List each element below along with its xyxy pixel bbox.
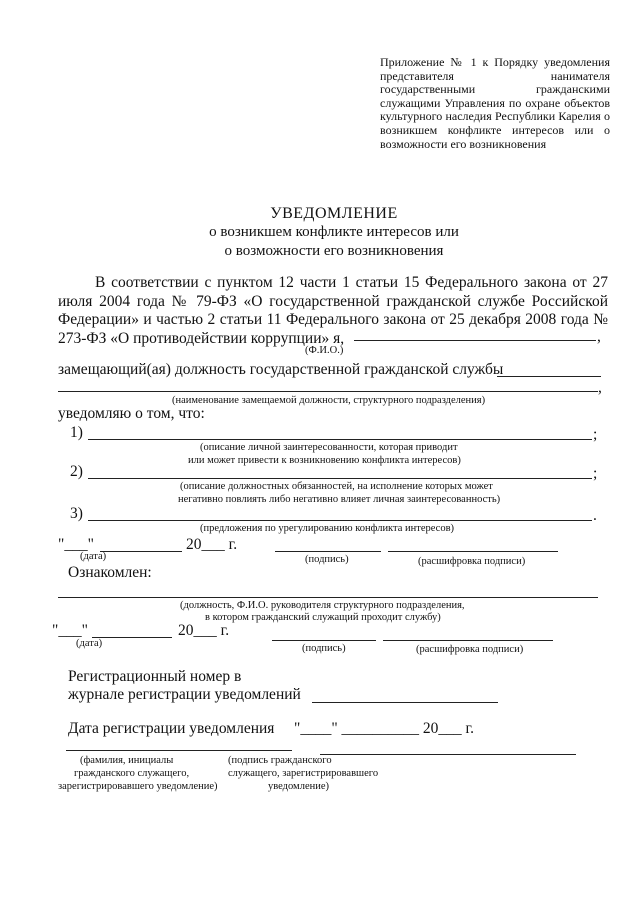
reg-date-label: Дата регистрации уведомления [68,720,275,737]
sign-year: 20___ г. [186,536,238,553]
position-field-line-1 [497,376,601,377]
sign-signature-line [275,551,381,552]
item-3-hint: (предложения по урегулированию конфликта интересов) [200,523,455,534]
registrar-signature-line [320,754,576,755]
manager-hint-2: в котором гражданский служащий проходит службу) [205,612,441,623]
sign-decode-line [388,551,558,552]
item-3-number: 3) [70,505,83,522]
sign-signature-hint: (подпись) [305,554,349,565]
reg-number-label-2: журнале регистрации уведомлений [68,686,301,703]
registrar-hint-2-line-1: (подпись гражданского [228,755,332,766]
reg-number-label-1: Регистрационный номер в [68,668,242,685]
item-2-line [88,478,592,479]
manager-year: 20___ г. [178,622,230,639]
item-3-line [88,520,592,521]
intro-paragraph: В соответствии с пунктом 12 части 1 статьи 15 Федерального закона от 27 июля 2004 года № 79-ФЗ «О государственной гражданской службе Российской Федерации» и частью 2 статьи 11 Федерального закона от 25 декабря 2008 года № 273-ФЗ «О противодействии коррупции» я, [58,274,608,347]
comma: , [597,328,601,345]
sign-date-hint: (дата) [80,551,107,562]
item-1-hint-2: или может привести к возникновению конфликта интересов) [188,455,461,466]
registrar-name-line [66,750,292,751]
registrar-hint-1-line-1: (фамилия, инициалы [80,755,174,766]
manager-date-quote: "___" [52,622,88,639]
registrar-hint-2-line-2: служащего, зарегистрировавшего [228,768,379,779]
fio-hint: (Ф.И.О.) [305,345,344,356]
item-2-hint-1: (описание должностных обязанностей, на исполнение которых может [180,481,493,492]
appendix-note: Приложение № 1 к Порядку уведомления представителя нанимателя государственными гражданскими служащими Управления по охране объектов культурного наследия Республики Карелия о возникшем конфликте интересов или о возможности его возникновения [380,55,610,151]
item-1-number: 1) [70,424,83,441]
item-1-hint-1: (описание личной заинтересованности, которая приводит [200,442,458,453]
manager-decode-hint: (расшифровка подписи) [416,644,524,655]
reg-date-value: "____" __________ 20___ г. [294,720,475,737]
sign-decode-hint: (расшифровка подписи) [418,556,526,567]
manager-decode-line [383,640,553,641]
position-hint: (наименование замещаемой должности, структурного подразделения) [172,395,486,406]
registrar-hint-1-line-2: гражданского служащего, [74,768,190,779]
document-subtitle-line-2: о возможности его возникновения [224,243,444,259]
document-subtitle-line-1: о возникшем конфликте интересов или [209,224,459,240]
item-3-end: . [593,507,597,524]
item-2-number: 2) [70,463,83,480]
manager-hint-1: (должность, Ф.И.О. руководителя структурного подразделения, [180,600,465,611]
item-2-hint-2: негативно повлиять либо негативно влияет личная заинтересованность) [178,494,501,505]
registrar-hint-1-line-3: зарегистрировавшего уведомление) [58,781,218,792]
reg-number-line [312,702,498,703]
item-1-end: ; [593,426,598,443]
sign-date-month-line [100,551,182,552]
manager-date-hint: (дата) [76,638,103,649]
notify-label: уведомляю о том, что: [58,405,205,422]
fio-field-line [354,340,596,341]
manager-line [58,597,598,598]
registrar-hint-2-line-3: уведомление) [268,781,330,792]
sign-date-quote: "___" [58,536,94,553]
item-2-end: ; [593,465,598,482]
position-label: замещающий(ая) должность государственной гражданской службы [58,361,504,378]
acknowledged-label: Ознакомлен: [68,564,152,581]
manager-date-month-line [92,637,172,638]
manager-signature-line [272,640,376,641]
manager-signature-hint: (подпись) [302,643,346,654]
position-field-line-2 [58,391,598,392]
document-title: УВЕДОМЛЕНИЕ [270,205,398,222]
item-1-line [88,439,592,440]
comma: , [598,379,602,396]
